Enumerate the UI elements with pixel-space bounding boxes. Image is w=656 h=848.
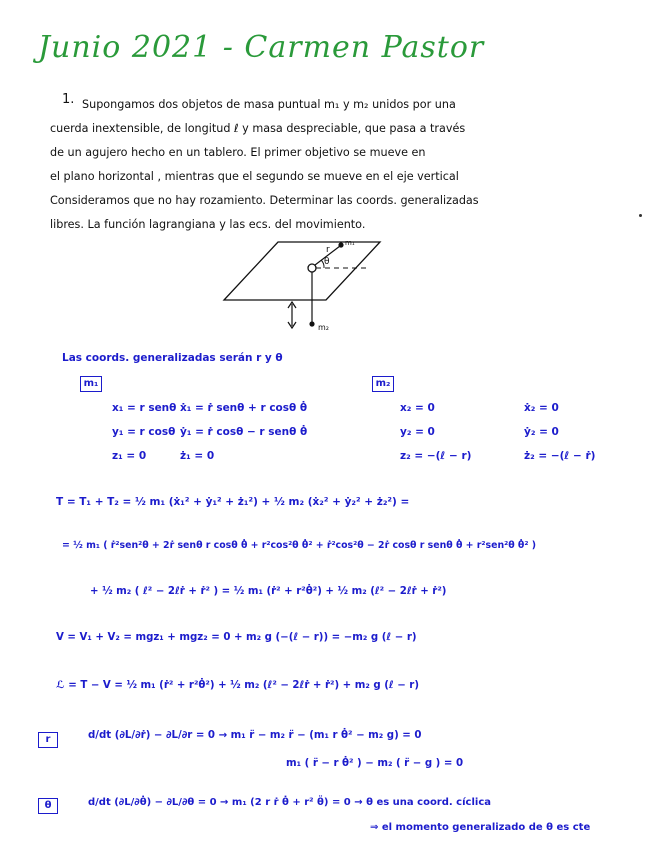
problem-line: Consideramos que no hay rozamiento. Determinar las coords. generalizadas <box>50 194 479 207</box>
eq-x1-dot: ẋ₁ = ṙ senθ + r cosθ θ̇ <box>180 402 308 414</box>
problem-line: libres. La función lagrangiana y las ecs. del movimiento. <box>50 218 366 231</box>
problem-line: de un agujero hecho en un tablero. El primer objetivo se mueve en <box>50 146 426 159</box>
label-m2: m₂ <box>318 323 329 332</box>
euler-lagrange-theta-line-1: d/dt (∂L/∂θ̇) − ∂L/∂θ = 0 → m₁ (2 r ṙ θ̇ + r² θ̈) = 0 → θ es una coord. cíclica <box>88 797 491 808</box>
eq-y1-dot: ẏ₁ = ṙ cosθ − r senθ θ̇ <box>180 426 308 438</box>
euler-lagrange-r-line-2: m₁ ( r̈ − r θ̇² ) − m₂ ( r̈ − g ) = 0 <box>286 758 464 769</box>
potential-energy-line: V = V₁ + V₂ = mgz₁ + mgz₂ = 0 + m₂ g (−(ℓ − r)) = −m₂ g (ℓ − r) <box>56 632 417 643</box>
label-theta: θ <box>324 257 330 267</box>
table-plane <box>224 242 380 300</box>
stray-dot <box>639 214 642 217</box>
kinetic-energy-line-3: + ½ m₂ ( ℓ² − 2ℓṙ + ṙ² ) = ½ m₁ (ṙ² + r²θ̇²) + ½ m₂ (ℓ² − 2ℓṙ + ṙ²) <box>90 586 447 597</box>
hole-circle <box>308 264 316 272</box>
theta-box: θ <box>38 798 58 814</box>
kinetic-energy-line-2: = ½ m₁ ( ṙ²sen²θ + 2ṙ senθ r cosθ θ̇ + r²cos²θ θ̇² + ṙ²cos²θ − 2ṙ cosθ r senθ θ̇ + r²sen²θ θ̇² ) <box>62 540 537 551</box>
mass-m1-dot <box>338 242 343 247</box>
m2-box: m₂ <box>372 376 394 392</box>
problem-line: el plano horizontal , mientras que el segundo se mueve en el eje vertical <box>50 170 459 183</box>
eq-x1: x₁ = r senθ <box>112 402 177 414</box>
lagrangian-line: ℒ = T − V = ½ m₁ (ṙ² + r²θ̇²) + ½ m₂ (ℓ² − 2ℓṙ + ṙ²) + m₂ g (ℓ − r) <box>56 680 419 691</box>
page-title: Junio 2021 - Carmen Pastor <box>38 30 485 65</box>
problem-line: Supongamos dos objetos de masa puntual m₁ y m₂ unidos por una <box>82 98 456 111</box>
eq-x2: x₂ = 0 <box>400 402 435 414</box>
problem-number: 1. <box>62 92 75 107</box>
eq-x2-dot: ẋ₂ = 0 <box>524 402 559 414</box>
eq-z1-dot: ż₁ = 0 <box>180 450 215 462</box>
r-box: r <box>38 732 58 748</box>
eq-y1: y₁ = r cosθ <box>112 426 176 438</box>
mass-m2-dot <box>309 321 314 326</box>
euler-lagrange-r-line-1: d/dt (∂L/∂ṙ) − ∂L/∂r = 0 → m₁ r̈ − m₂ r̈ − (m₁ r θ̇² − m₂ g) = 0 <box>88 730 422 741</box>
title-underline <box>30 58 410 72</box>
problem-line: cuerda inextensible, de longitud ℓ y masa despreciable, que pasa a través <box>50 122 466 135</box>
m1-box: m₁ <box>80 376 102 392</box>
label-m1: m₁ <box>345 239 355 247</box>
eq-z2: z₂ = −(ℓ − r) <box>400 450 472 462</box>
table-figure <box>220 234 390 336</box>
euler-lagrange-theta-line-2: ⇒ el momento generalizado de θ es cte <box>370 822 591 833</box>
solution-intro: Las coords. generalizadas serán r y θ <box>62 352 283 364</box>
label-r: r <box>326 245 330 255</box>
eq-y2-dot: ẏ₂ = 0 <box>524 426 559 438</box>
eq-y2: y₂ = 0 <box>400 426 435 438</box>
kinetic-energy-line-1: T = T₁ + T₂ = ½ m₁ (ẋ₁² + ẏ₁² + ż₁²) + ½ m₂ (ẋ₂² + ẏ₂² + ż₂²) = <box>56 496 410 508</box>
eq-z2-dot: ż₂ = −(ℓ − ṙ) <box>524 450 596 462</box>
problem-statement <box>50 93 642 237</box>
eq-z1: z₁ = 0 <box>112 450 147 462</box>
